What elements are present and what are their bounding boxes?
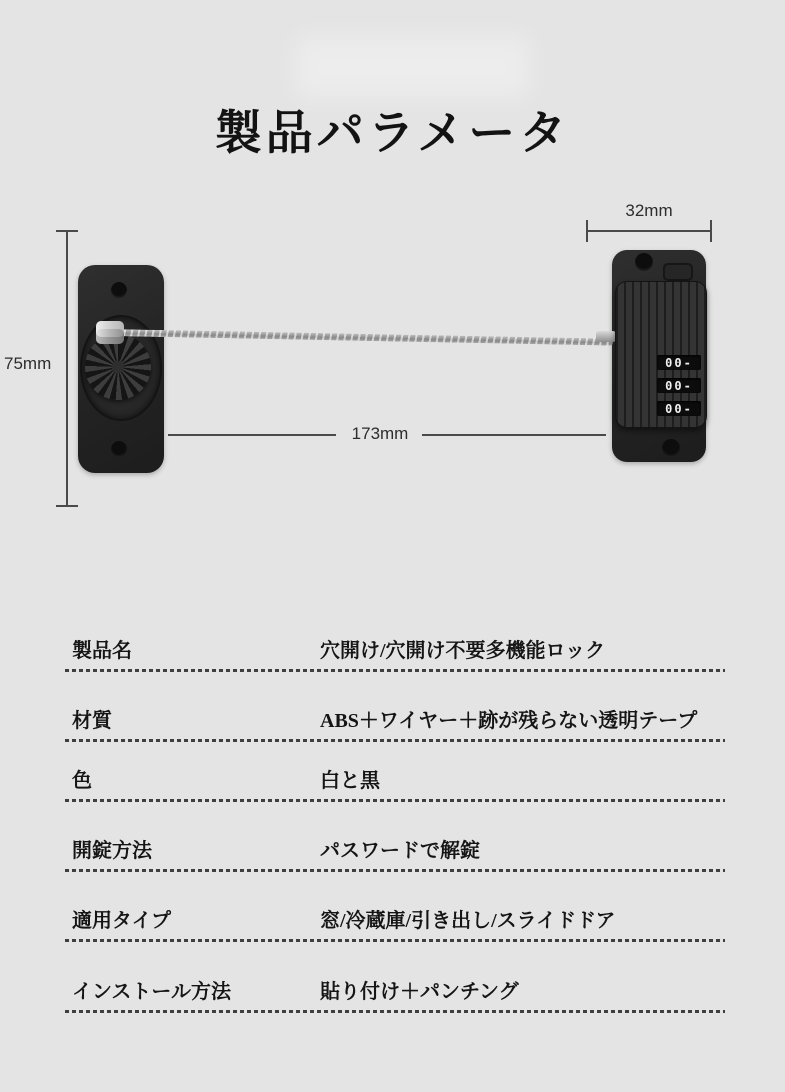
spec-row-unlock-method (65, 838, 725, 872)
row-divider (65, 799, 725, 802)
row-divider (65, 939, 725, 942)
spec-row-color (65, 768, 725, 802)
spec-row-applicable-type (65, 908, 725, 942)
spec-value: パスワードで解錠 (320, 840, 480, 862)
combination-dial-row: 00- (657, 401, 701, 416)
row-divider (65, 1010, 725, 1013)
spec-value: 白と黒 (320, 770, 380, 792)
strap-slot (663, 263, 693, 281)
screw-hole (662, 439, 680, 457)
height-dimension-label: 75mm (4, 354, 52, 373)
spec-table (65, 0, 725, 1092)
spec-label: 製品名 (72, 640, 132, 662)
page-title: 製品パラメータ (214, 108, 571, 160)
spec-value: ABS＋ワイヤー＋跡が残らない透明テープ (320, 710, 698, 732)
row-divider (65, 739, 725, 742)
spec-label: 開錠方法 (72, 840, 152, 862)
spec-value: 穴開け/穴開け不要多機能ロック (320, 640, 606, 662)
length-dimension-label: 173mm (351, 424, 409, 443)
cable-ferrule (96, 321, 124, 344)
spec-label: インストール方法 (72, 981, 231, 1003)
spec-value: 窓/冷蔵庫/引き出し/スライドドア (320, 910, 616, 932)
row-divider (65, 869, 725, 872)
spec-label: 材質 (72, 710, 112, 732)
combination-dial-row: 00- (657, 355, 701, 370)
spec-label: 色 (72, 770, 92, 792)
lock-body (615, 281, 707, 428)
row-divider (65, 669, 725, 672)
cable-connector (596, 331, 616, 342)
combination-dial-row: 00- (657, 378, 701, 393)
width-dimension-label: 32mm (625, 201, 673, 220)
spec-row-install-method (65, 979, 725, 1013)
spec-row-material (65, 708, 725, 742)
spec-value: 貼り付け＋パンチング (320, 981, 519, 1003)
spec-label: 適用タイプ (72, 910, 171, 932)
spec-row-product-name (65, 638, 725, 672)
screw-hole (635, 253, 653, 271)
